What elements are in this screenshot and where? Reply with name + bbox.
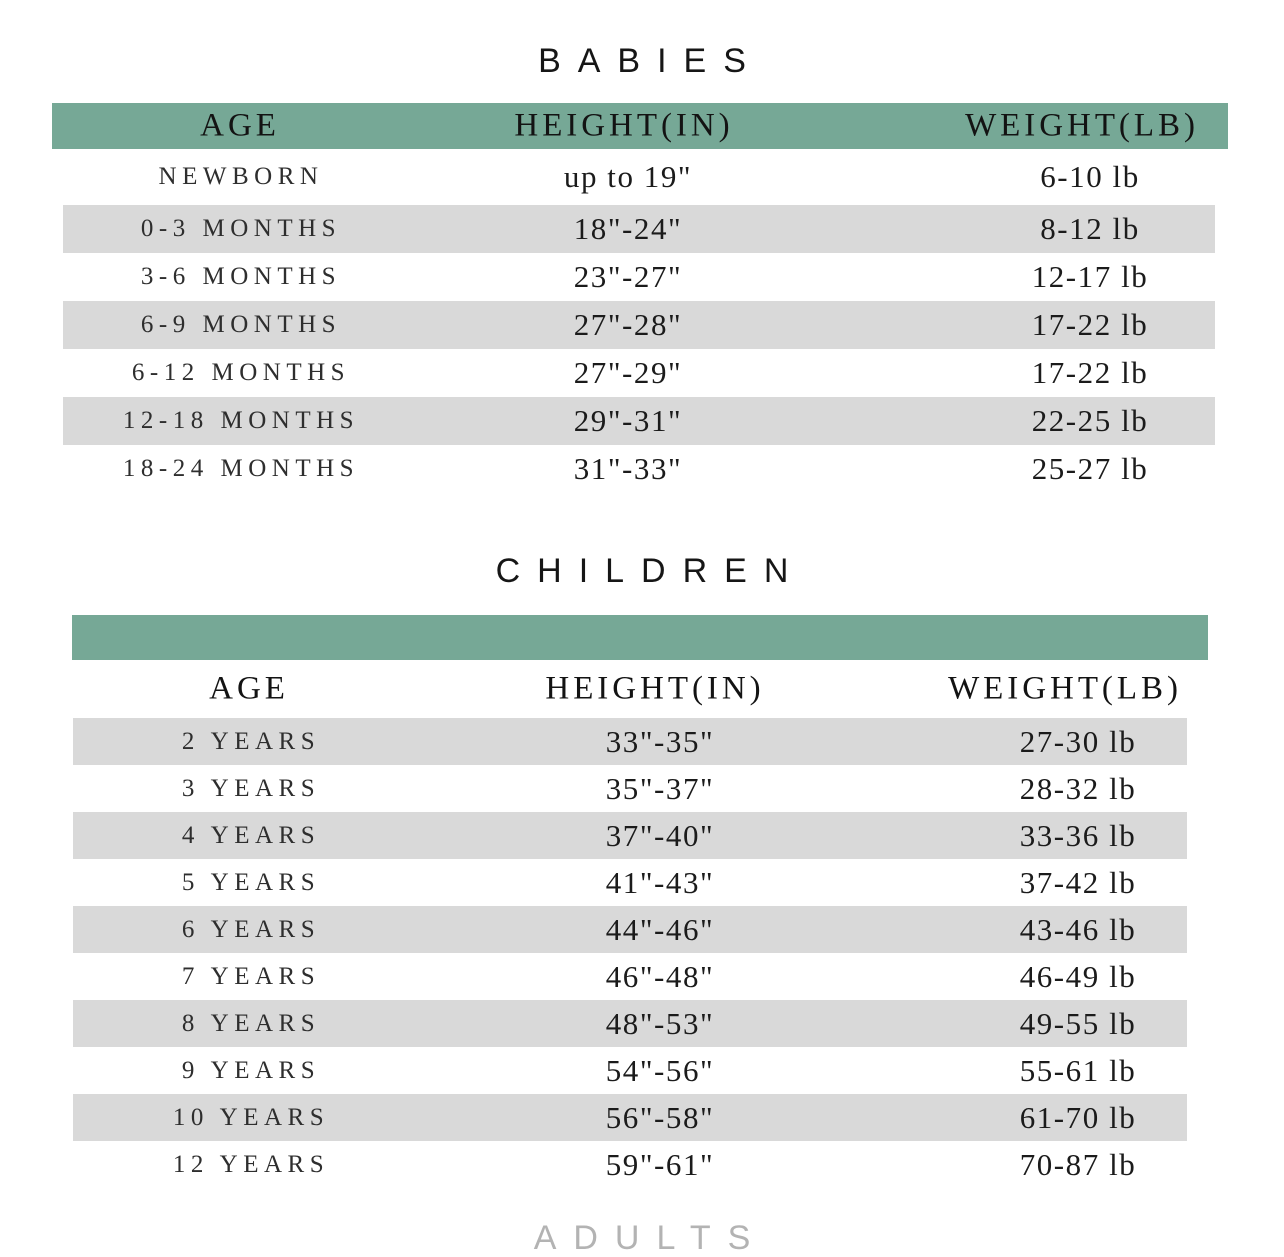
age-cell: 9 YEARS [181, 1056, 321, 1084]
age-cell: 0-3 MONTHS [140, 215, 342, 242]
height-cell: 41"-43" [605, 864, 715, 900]
weight-cell: 27-30 lb [1019, 723, 1137, 759]
age-cell: 12-18 MONTHS [122, 407, 360, 434]
height-cell: 48"-53" [605, 1005, 715, 1041]
age-cell: 8 YEARS [181, 1009, 321, 1037]
height-cell: 18"-24" [573, 211, 683, 246]
height-cell: 33"-35" [605, 723, 715, 759]
height-cell: 44"-46" [605, 911, 715, 947]
age-cell: 6-12 MONTHS [131, 359, 351, 386]
table-row [73, 906, 1187, 953]
age-cell: NEWBORN [158, 163, 324, 190]
table-row [63, 445, 1215, 493]
weight-cell: 46-49 lb [1019, 958, 1137, 994]
next-section-title-cutoff: ADULTS [533, 1219, 768, 1257]
table-row [73, 1094, 1187, 1141]
height-cell: 35"-37" [605, 770, 715, 806]
height-cell: 29"-31" [573, 403, 683, 438]
weight-cell: 17-22 lb [1031, 307, 1149, 342]
age-cell: 5 YEARS [181, 868, 321, 896]
age-cell: 7 YEARS [181, 962, 321, 990]
table-row [63, 253, 1215, 301]
weight-cell: 25-27 lb [1031, 451, 1149, 486]
height-cell: 23"-27" [573, 259, 683, 294]
table-row [63, 349, 1215, 397]
children-table-header-row [72, 660, 1208, 718]
weight-cell: 22-25 lb [1031, 403, 1149, 438]
table-row [73, 718, 1187, 765]
age-cell: 3-6 MONTHS [140, 263, 342, 290]
age-cell: 3 YEARS [181, 774, 321, 802]
table-row [63, 205, 1215, 253]
babies-column-header-height: HEIGHT(IN) [514, 107, 734, 144]
table-row [73, 812, 1187, 859]
children-column-header-weight: WEIGHT(LB) [948, 670, 1182, 707]
babies-table-body [63, 149, 1215, 493]
age-cell: 2 YEARS [181, 727, 321, 755]
height-cell: 46"-48" [605, 958, 715, 994]
weight-cell: 6-10 lb [1040, 159, 1140, 194]
height-cell: 27"-28" [573, 307, 683, 342]
weight-cell: 43-46 lb [1019, 911, 1137, 947]
children-table-body [73, 718, 1187, 1188]
table-row [73, 1141, 1187, 1188]
height-cell: 59"-61" [605, 1146, 715, 1182]
table-row [73, 765, 1187, 812]
weight-cell: 70-87 lb [1019, 1146, 1137, 1182]
children-column-header-height: HEIGHT(IN) [545, 670, 765, 707]
weight-cell: 37-42 lb [1019, 864, 1137, 900]
babies-column-header-age: AGE [200, 107, 280, 144]
children-column-header-age: AGE [209, 670, 289, 707]
table-row [63, 397, 1215, 445]
age-cell: 10 YEARS [172, 1103, 330, 1131]
weight-cell: 17-22 lb [1031, 355, 1149, 390]
weight-cell: 33-36 lb [1019, 817, 1137, 853]
children-table-accent-bar [72, 615, 1208, 660]
weight-cell: 8-12 lb [1040, 211, 1140, 246]
babies-table-header-row [52, 103, 1228, 149]
weight-cell: 55-61 lb [1019, 1052, 1137, 1088]
weight-cell: 61-70 lb [1019, 1099, 1137, 1135]
age-cell: 6-9 MONTHS [140, 311, 342, 338]
table-row [73, 1047, 1187, 1094]
height-cell: 27"-29" [573, 355, 683, 390]
weight-cell: 28-32 lb [1019, 770, 1137, 806]
babies-column-header-weight: WEIGHT(LB) [965, 107, 1199, 144]
age-cell: 6 YEARS [181, 915, 321, 943]
table-row [63, 301, 1215, 349]
table-row [73, 859, 1187, 906]
height-cell: 37"-40" [605, 817, 715, 853]
table-row [63, 149, 1215, 205]
height-cell: 56"-58" [605, 1099, 715, 1135]
age-cell: 12 YEARS [172, 1150, 330, 1178]
height-cell: 54"-56" [605, 1052, 715, 1088]
table-row [73, 1000, 1187, 1047]
weight-cell: 49-55 lb [1019, 1005, 1137, 1041]
height-cell: 31"-33" [573, 451, 683, 486]
table-row [73, 953, 1187, 1000]
age-cell: 4 YEARS [181, 821, 321, 849]
weight-cell: 12-17 lb [1031, 259, 1149, 294]
age-cell: 18-24 MONTHS [122, 455, 360, 482]
children-section-title: CHILDREN [495, 552, 806, 590]
babies-section-title: BABIES [538, 42, 763, 80]
height-cell: up to 19" [563, 159, 693, 194]
